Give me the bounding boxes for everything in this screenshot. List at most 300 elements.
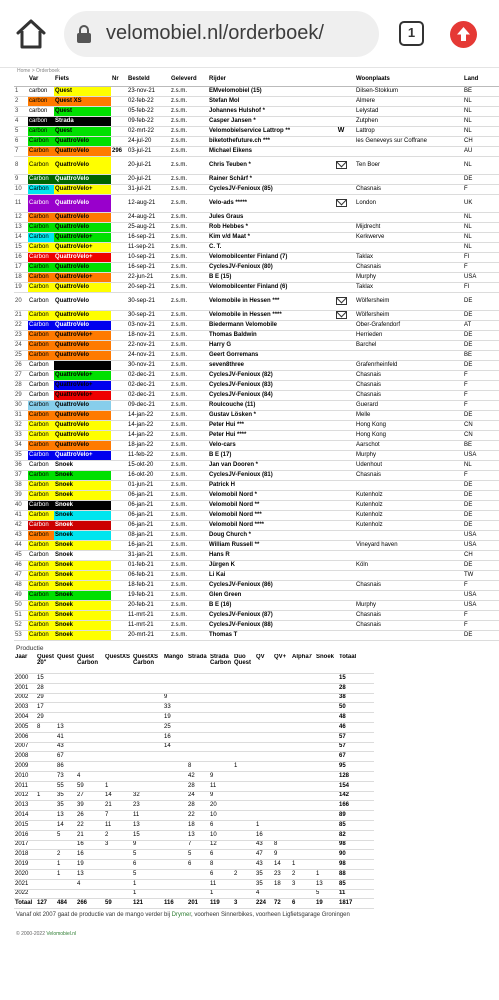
bike-cell: Quest — [54, 126, 111, 136]
prod-cell: 8 — [273, 840, 291, 850]
prod-cell — [255, 674, 273, 684]
bike-cell: QuattroVelo — [54, 350, 111, 360]
prod-cell: 67 — [338, 752, 374, 762]
table-row — [14, 350, 499, 360]
bike-cell: QuattroVelo — [54, 292, 111, 310]
prod-cell: 2014 — [14, 811, 36, 821]
prod-cell: 9 — [132, 840, 163, 850]
prod-header: QuestXS — [104, 654, 132, 674]
city-cell — [355, 174, 463, 184]
ordered-date: 20-jul-21 — [127, 156, 170, 174]
country-cell: F — [463, 390, 499, 400]
nr-cell — [111, 470, 127, 480]
prod-cell: 11 — [209, 879, 233, 889]
row-number: 8 — [14, 156, 28, 174]
prod-cell: 2 — [56, 850, 76, 860]
prod-cell: 46 — [338, 722, 374, 732]
prod-cell — [315, 732, 338, 742]
variant-cell: Carbon — [28, 610, 54, 620]
bike-cell: QuattroVelo — [54, 146, 111, 156]
bike-cell: QuattroVelo — [54, 320, 111, 330]
table-row — [14, 580, 499, 590]
delivered-cell: z.s.m. — [170, 174, 208, 184]
delivered-cell: z.s.m. — [170, 370, 208, 380]
rider-name: Velomobilcenter Finland (6) — [208, 282, 327, 292]
prod-cell — [163, 869, 187, 879]
row-number: 51 — [14, 610, 28, 620]
delivered-cell: z.s.m. — [170, 194, 208, 212]
mail-cell — [327, 570, 355, 580]
prod-cell: 23 — [273, 869, 291, 879]
prod-cell: 14 — [56, 820, 76, 830]
prod-cell: 6 — [187, 860, 209, 870]
production-row — [14, 791, 374, 801]
prod-cell: 1 — [56, 869, 76, 879]
bike-cell: QuattroVelo — [54, 174, 111, 184]
prod-cell — [209, 742, 233, 752]
prod-cell — [233, 683, 255, 693]
production-row — [14, 850, 374, 860]
country-cell: F — [463, 580, 499, 590]
delivered-cell: z.s.m. — [170, 350, 208, 360]
prod-cell: 10 — [209, 811, 233, 821]
prod-cell: 16 — [76, 850, 104, 860]
table-row — [14, 232, 499, 242]
prod-cell: 98 — [338, 860, 374, 870]
bike-cell: QuattroVelo — [54, 400, 111, 410]
bike-cell: QuattroVelo+ — [54, 184, 111, 194]
country-cell: NL — [463, 222, 499, 232]
prod-cell — [233, 830, 255, 840]
prod-cell — [233, 771, 255, 781]
table-row — [14, 500, 499, 510]
tab-switcher-button[interactable]: 1 — [399, 21, 424, 46]
prod-cell: 2012 — [14, 791, 36, 801]
city-cell: Wölfersheim — [355, 310, 463, 320]
prod-cell: 7 — [104, 811, 132, 821]
velomobiel-link[interactable]: Velomobiel.nl — [46, 931, 77, 938]
prod-cell — [273, 791, 291, 801]
ordered-date: 12-aug-21 — [127, 194, 170, 212]
address-bar[interactable] — [64, 11, 379, 57]
row-number: 26 — [14, 360, 28, 370]
table-row — [14, 310, 499, 320]
prod-cell — [163, 820, 187, 830]
envelope-icon[interactable] — [336, 297, 347, 305]
prod-cell — [209, 752, 233, 762]
prod-cell: 23 — [132, 801, 163, 811]
country-cell: DE — [463, 560, 499, 570]
delivered-cell: z.s.m. — [170, 232, 208, 242]
prod-cell — [36, 781, 56, 791]
prod-cell: 3 — [104, 840, 132, 850]
country-cell: F — [463, 380, 499, 390]
prod-cell — [273, 830, 291, 840]
country-cell: USA — [463, 450, 499, 460]
mail-cell — [327, 232, 355, 242]
prod-cell: 11 — [338, 889, 374, 899]
ordered-date: 20-jul-21 — [127, 174, 170, 184]
delivered-cell: z.s.m. — [170, 184, 208, 194]
breadcrumb[interactable]: Home > Orderboek — [17, 68, 60, 74]
prod-cell — [163, 830, 187, 840]
prod-cell — [233, 703, 255, 713]
envelope-icon[interactable] — [336, 161, 347, 169]
mail-cell — [327, 242, 355, 252]
mail-cell — [327, 610, 355, 620]
prod-cell: 1 — [104, 781, 132, 791]
mail-cell — [327, 550, 355, 560]
prod-cell — [291, 722, 315, 732]
prod-cell: 484 — [56, 899, 76, 909]
table-row — [14, 480, 499, 490]
copyright — [14, 921, 499, 937]
row-number: 29 — [14, 390, 28, 400]
prod-cell: 2 — [233, 869, 255, 879]
variant-cell: Carbon — [28, 350, 54, 360]
delivered-cell: z.s.m. — [170, 540, 208, 550]
prod-cell — [315, 771, 338, 781]
row-number: 46 — [14, 560, 28, 570]
variant-cell: Carbon — [28, 232, 54, 242]
ordered-date: 14-jan-22 — [127, 430, 170, 440]
mail-cell — [327, 360, 355, 370]
prod-cell — [233, 801, 255, 811]
production-row — [14, 713, 374, 723]
prod-cell: 2015 — [14, 820, 36, 830]
nr-cell — [111, 360, 127, 370]
rider-name: B E (15) — [208, 272, 327, 282]
delivered-cell: z.s.m. — [170, 510, 208, 520]
mail-cell — [327, 86, 355, 96]
prod-cell — [163, 840, 187, 850]
nr-cell — [111, 490, 127, 500]
table-row — [14, 420, 499, 430]
table-row — [14, 272, 499, 282]
variant-cell: Carbon — [28, 510, 54, 520]
variant-cell: Carbon — [28, 390, 54, 400]
bike-cell: QuattroVelo — [54, 282, 111, 292]
prod-cell — [273, 722, 291, 732]
city-cell: Kutenholz — [355, 500, 463, 510]
country-cell: CN — [463, 420, 499, 430]
mail-cell — [327, 390, 355, 400]
prod-cell: 13 — [56, 811, 76, 821]
bike-cell: Snoek — [54, 500, 111, 510]
nr-cell — [111, 500, 127, 510]
delivered-cell: z.s.m. — [170, 262, 208, 272]
country-cell: DE — [463, 360, 499, 370]
prod-cell — [56, 674, 76, 684]
variant-cell: Carbon — [28, 262, 54, 272]
nr-cell — [111, 630, 127, 640]
envelope-icon[interactable] — [336, 199, 347, 207]
prod-cell: 82 — [338, 830, 374, 840]
prod-cell — [273, 674, 291, 684]
prod-cell — [233, 860, 255, 870]
city-cell: Taklax — [355, 252, 463, 262]
prod-cell — [291, 752, 315, 762]
prod-cell: 116 — [163, 899, 187, 909]
production-row — [14, 693, 374, 703]
city-cell — [355, 630, 463, 640]
variant-cell: Carbon — [28, 620, 54, 630]
country-cell: F — [463, 400, 499, 410]
prod-cell: 9 — [209, 771, 233, 781]
country-cell: NL — [463, 96, 499, 106]
city-cell: Hong Kong — [355, 420, 463, 430]
mail-cell — [327, 282, 355, 292]
ordered-date: 19-feb-21 — [127, 590, 170, 600]
prod-cell: 6 — [291, 899, 315, 909]
bike-cell: QuattroVelo+ — [54, 252, 111, 262]
table-row — [14, 450, 499, 460]
table-row — [14, 282, 499, 292]
prod-header: QuestXS Carbon — [132, 654, 163, 674]
prod-cell — [315, 742, 338, 752]
prod-cell — [76, 693, 104, 703]
prod-cell — [315, 693, 338, 703]
prod-cell — [233, 742, 255, 752]
city-cell: Mijdrecht — [355, 222, 463, 232]
prod-cell — [104, 683, 132, 693]
ordered-date: 22-jun-21 — [127, 272, 170, 282]
mail-cell — [327, 126, 355, 136]
prod-cell: 5 — [315, 889, 338, 899]
prod-cell — [104, 850, 132, 860]
prod-cell: 13 — [132, 820, 163, 830]
production-row — [14, 674, 374, 684]
prod-cell: 28 — [187, 781, 209, 791]
mail-cell — [327, 540, 355, 550]
ordered-date: 02-dec-21 — [127, 370, 170, 380]
city-cell — [355, 146, 463, 156]
rider-name: Harry G — [208, 340, 327, 350]
nr-cell — [111, 282, 127, 292]
prod-cell: 2021 — [14, 879, 36, 889]
mail-cell — [327, 96, 355, 106]
mail-cell — [327, 292, 355, 310]
prod-cell — [187, 732, 209, 742]
table-row — [14, 630, 499, 640]
row-number: 49 — [14, 590, 28, 600]
prod-cell — [273, 693, 291, 703]
country-cell: NL — [463, 156, 499, 174]
bike-cell: QuattroVelo — [54, 222, 111, 232]
table-row — [14, 460, 499, 470]
prod-cell — [315, 850, 338, 860]
country-cell: BE — [463, 350, 499, 360]
variant-cell: Carbon — [28, 430, 54, 440]
rider-name: Velomobil Nord *** — [208, 510, 327, 520]
variant-cell: Carbon — [28, 380, 54, 390]
prod-cell — [163, 781, 187, 791]
prod-cell: 1 — [255, 820, 273, 830]
prod-cell — [315, 840, 338, 850]
country-cell: DE — [463, 480, 499, 490]
delivered-cell: z.s.m. — [170, 550, 208, 560]
prod-cell — [315, 830, 338, 840]
row-number: 33 — [14, 430, 28, 440]
rider-name: Jürgen K — [208, 560, 327, 570]
ordered-date: 10-sep-21 — [127, 252, 170, 262]
prod-cell — [209, 713, 233, 723]
variant-cell: Carbon — [28, 320, 54, 330]
prod-header: Quest Carbon — [76, 654, 104, 674]
bike-cell: Snoek — [54, 480, 111, 490]
ordered-date: 18-jan-22 — [127, 440, 170, 450]
variant-cell: Carbon — [28, 400, 54, 410]
home-icon[interactable] — [14, 18, 48, 50]
prod-cell: 2009 — [14, 762, 36, 772]
rider-name: Peter Hui *** — [208, 420, 327, 430]
prod-cell — [36, 762, 56, 772]
table-row — [14, 194, 499, 212]
prod-cell: 3 — [291, 879, 315, 889]
prod-cell: 28 — [187, 801, 209, 811]
bike-cell: Strada — [54, 116, 111, 126]
bike-cell: Snoek — [54, 560, 111, 570]
prod-cell — [233, 820, 255, 830]
prod-cell — [209, 683, 233, 693]
bike-cell: QuattroVelo — [54, 340, 111, 350]
prod-cell: 41 — [56, 732, 76, 742]
prod-cell — [104, 869, 132, 879]
prod-cell — [76, 752, 104, 762]
mail-cell — [327, 320, 355, 330]
mail-cell — [327, 430, 355, 440]
prod-header: Alpha7 — [291, 654, 315, 674]
prod-cell: 35 — [56, 801, 76, 811]
variant-cell: carbon — [28, 126, 54, 136]
col-land: Land — [463, 74, 499, 86]
ordered-date: 06-jan-21 — [127, 500, 170, 510]
row-number: 47 — [14, 570, 28, 580]
prod-header: Jaar — [14, 654, 36, 674]
prod-cell: 95 — [338, 762, 374, 772]
table-row — [14, 86, 499, 96]
country-cell: F — [463, 610, 499, 620]
prod-cell: 2004 — [14, 713, 36, 723]
bike-cell: QuattroVelo+ — [54, 330, 111, 340]
nr-cell — [111, 116, 127, 126]
prod-cell: 1 — [291, 860, 315, 870]
prod-cell: 57 — [338, 732, 374, 742]
envelope-icon[interactable] — [336, 311, 347, 319]
nr-cell — [111, 272, 127, 282]
country-cell: DE — [463, 520, 499, 530]
prod-cell: 266 — [76, 899, 104, 909]
variant-cell: Carbon — [28, 282, 54, 292]
prod-cell — [187, 752, 209, 762]
prod-cell — [315, 674, 338, 684]
variant-cell: Carbon — [28, 242, 54, 252]
row-number: 28 — [14, 380, 28, 390]
delivered-cell: z.s.m. — [170, 490, 208, 500]
rider-name: Kim v/d Maat * — [208, 232, 327, 242]
prod-cell: 28 — [338, 683, 374, 693]
production-row — [14, 732, 374, 742]
variant-cell: Carbon — [28, 272, 54, 282]
prod-cell: 21 — [76, 830, 104, 840]
mail-cell — [327, 380, 355, 390]
rider-name: CyclesJV-Fenioux (88) — [208, 620, 327, 630]
prod-cell: 47 — [255, 850, 273, 860]
prod-cell — [132, 674, 163, 684]
bike-cell: QuattroVelo — [54, 156, 111, 174]
prod-cell — [104, 771, 132, 781]
delivered-cell: z.s.m. — [170, 400, 208, 410]
prod-cell — [291, 830, 315, 840]
mail-cell — [327, 330, 355, 340]
prod-cell: 16 — [163, 732, 187, 742]
prod-cell — [163, 879, 187, 889]
table-row — [14, 470, 499, 480]
prod-cell — [163, 762, 187, 772]
delivered-cell: z.s.m. — [170, 560, 208, 570]
table-row — [14, 174, 499, 184]
city-cell: Chasnais — [355, 610, 463, 620]
prod-cell: 2007 — [14, 742, 36, 752]
prod-cell — [56, 693, 76, 703]
prod-cell — [315, 762, 338, 772]
nr-cell — [111, 590, 127, 600]
ordered-date: 14-jan-22 — [127, 420, 170, 430]
variant-cell: Carbon — [28, 480, 54, 490]
table-row — [14, 242, 499, 252]
rider-name: Gustav Lösken * — [208, 410, 327, 420]
prod-cell: 35 — [255, 879, 273, 889]
rider-name: Velomobil Nord **** — [208, 520, 327, 530]
country-cell: NL — [463, 232, 499, 242]
prod-cell — [187, 869, 209, 879]
table-row — [14, 540, 499, 550]
city-cell: Udenhout — [355, 460, 463, 470]
prod-cell — [209, 722, 233, 732]
rider-name: Velomobilcenter Finland (7) — [208, 252, 327, 262]
table-row — [14, 570, 499, 580]
row-number: 2 — [14, 96, 28, 106]
row-number: 12 — [14, 212, 28, 222]
production-rows — [14, 674, 374, 909]
prod-cell — [255, 693, 273, 703]
mail-cell — [327, 530, 355, 540]
prod-cell: 35 — [56, 791, 76, 801]
prod-cell: 85 — [338, 879, 374, 889]
table-row — [14, 380, 499, 390]
prod-cell — [132, 713, 163, 723]
rider-name: biketothefuture.ch *** — [208, 136, 327, 146]
prod-cell — [132, 722, 163, 732]
country-cell: NL — [463, 106, 499, 116]
city-cell — [355, 550, 463, 560]
nr-cell — [111, 420, 127, 430]
table-row — [14, 106, 499, 116]
city-cell: Chasnais — [355, 380, 463, 390]
ordered-date: 02-dec-21 — [127, 390, 170, 400]
variant-cell: Carbon — [28, 194, 54, 212]
bike-cell: Snoek — [54, 530, 111, 540]
country-cell: USA — [463, 590, 499, 600]
bike-cell: Quest — [54, 106, 111, 116]
city-cell: Ten Boer — [355, 156, 463, 174]
update-icon[interactable] — [450, 21, 477, 48]
prod-cell — [291, 762, 315, 772]
drymer-link[interactable]: Drymer — [171, 912, 192, 919]
prod-cell: 22 — [76, 820, 104, 830]
prod-cell — [163, 811, 187, 821]
prod-cell — [187, 889, 209, 899]
